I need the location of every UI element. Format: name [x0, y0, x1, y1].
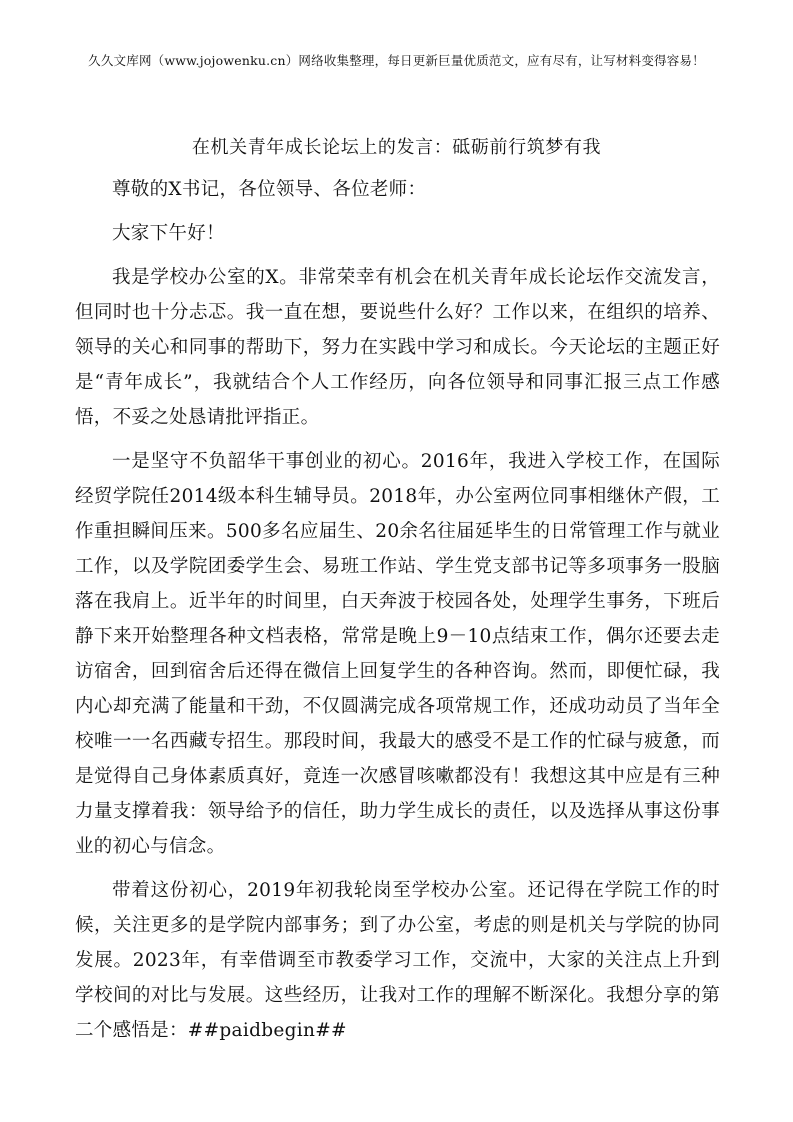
site-header-notice: 久久文库网（www.jojowenku.cn）网络收集整理，每日更新巨量优质范文，应有尽有，让写材料变得容易！: [88, 53, 705, 68]
salutation: 尊敬的X书记，各位领导、各位老师：: [112, 179, 427, 200]
document-title: 在机关青年成长论坛上的发言：砥砺前行筑梦有我: [191, 137, 602, 158]
greeting: 大家下午好！: [112, 223, 225, 244]
document-body: [75, 172, 720, 1057]
paragraph-second-point: 带着这份初心，2019年初我轮岗至学校办公室。还记得在学院工作的时候，关注更多的是学院内部事务；到了办公室，考虑的则是机关与学院的协同发展。2023年，有幸借调至市教委学习工作，交流中，大家的关注点上升到学校间的对比与发展。这些经历，让我对工作的理解不断深化。我想分享的第二个感悟是：##paidbegin##: [75, 880, 720, 1041]
paragraph-intro: 我是学校办公室的X。非常荣幸有机会在机关青年成长论坛作交流发言，但同时也十分忐忑。我一直在想，要说些什么好？工作以来，在组织的培养、领导的关心和同事的帮助下，努力在实践中学习和成长。今天论坛的主题正好是“青年成长”，我就结合个人工作经历，向各位领导和同事汇报三点工作感悟，不妥之处恳请批评指正。: [75, 267, 720, 428]
paragraph-first-point: 一是坚守不负韶华干事创业的初心。2016年，我进入学校工作，在国际经贸学院任2014级本科生辅导员。2018年，办公室两位同事相继休产假，工作重担瞬间压来。500多名应届生、20余名往届延毕生的日常管理工作与就业工作，以及学院团委学生会、易班工作站、学生党支部书记等多项事务一股脑落在我肩上。近半年的时间里，白天奔波于校园各处，处理学生事务，下班后静下来开始整理各种文档表格，常常是晚上9－10点结束工作，偶尔还要去走访宿舍，回到宿舍后还得在微信上回复学生的各种咨询。然而，即便忙碌，我内心却充满了能量和干劲，不仅圆满完成各项常规工作，还成功动员了当年全校唯一一名西藏专招生。那段时间，我最大的感受不是工作的忙碌与疲惫，而是觉得自己身体素质真好，竟连一次感冒咳嗽都没有！我想这其中应是有三种力量支撑着我：领导给予的信任，助力学生成长的责任，以及选择从事这份事业的初心与信念。: [75, 451, 720, 857]
